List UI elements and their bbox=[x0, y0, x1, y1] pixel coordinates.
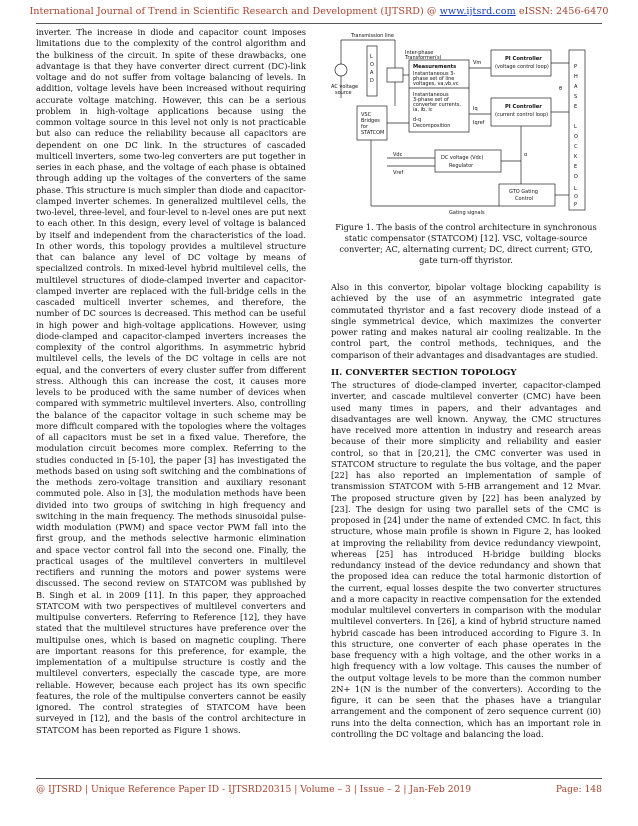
eissn: eISSN: 2456-6470 bbox=[518, 6, 609, 17]
fig-pi-current: PI Controller bbox=[505, 104, 542, 110]
fig-pll-d: D bbox=[574, 174, 578, 180]
fig-pll-p2: P bbox=[574, 202, 578, 208]
fig-pll-e: E bbox=[574, 104, 578, 110]
fig-meas-1a: Instantaneous 3- bbox=[413, 71, 456, 77]
journal-link[interactable]: www.ijtsrd.com bbox=[439, 6, 516, 17]
figure-1 bbox=[331, 28, 601, 216]
fig-label-load-a: A bbox=[370, 70, 374, 76]
fig-meas-2c: converter currents, bbox=[413, 102, 461, 108]
fig-vsc-a: VSC bbox=[361, 112, 372, 118]
fig-iqref: Iqref bbox=[473, 120, 485, 126]
fig-theta: θ bbox=[559, 86, 563, 92]
left-column bbox=[36, 27, 306, 736]
fig-dc-b: Regulator bbox=[449, 163, 474, 169]
fig-gating: Gating signals bbox=[449, 210, 485, 216]
fig-pll-h: H bbox=[574, 74, 578, 80]
footer-info: @ IJTSRD | Unique Reference Paper ID - IJTSRD20315 | Volume – 3 | Issue – 2 | Jan-Feb 2019 bbox=[36, 784, 472, 795]
fig-meas-1b: phase set of line bbox=[413, 76, 455, 82]
page-number: Page: 148 bbox=[555, 784, 602, 795]
running-header bbox=[0, 6, 638, 17]
left-paragraph: inverter. The increase in diode and capacitor count imposes limitations due to the complexity of the control algorithm and the bulkiness of the circuit. In spite of these drawbacks, one advantage is that they have converter direct current (DC)-link voltage and do not suffer from voltage balancing of levels. In addition, voltage levels have been increased without requiring accurate voltage matching. However, this can be a serious problem in high-voltage applications because using the common voltage source in this level not only is not practicable but also can reduce the reliability because all capacitors are dependent on one DC link. In the structures of cascaded multicell inverters, some two-leg converters are put together in series in each phase, and the voltage of each phase is obtained through adding up the voltages of the converters of the same phase. This structure is much simpler than diode and capacitor-clamped inverter schemes. In generalized multilevel cells, the two-level, three-level, and four-level to n-level ones are put next to each other. In this design, every level of voltage is balanced by itself and independent from the characteristics of the load. In other words, this topology provides a multilevel structure that can balance any level of DC voltage by means of specialized controls. In mixed-level hybrid multilevel cells, the multilevel structures of diode-clamped inverter and capacitor-clamped inverter are replaced with the full-bridge cells in the cascaded multicell inverter schemes, and therefore, the number of DC sources is decreased. This method can be useful in high power and high-voltage applications. However, using diode-clamped and capacitor-clamped inverters increases the complexity of the control algorithms. In asymmetric hybrid multilevel cells, the levels of the DC voltage in cells are not equal, and the converters of every cluster suffer from different stress. Although this can increase the cost, it causes more levels to be produced with the same number of devices when compared with symmetric multilevel inverters. Also, controlling the balance of the capacitor voltage in such scheme may be more difficult compared with the topologies where the voltages of all capacitors must be set in a fixed value. Therefore, the modulation circuit becomes more complex. Referring to the studies conducted in [5-10], the paper [3] has investigated the methods based on using soft switching and the combinations of the methods zero-voltage transition and auxiliary resonant commuted pole. Also in [3], the modulation methods have been divided into two groups of switching in high frequency and switching in the main frequency. The methods sinusoidal pulse-width modulation (PWM) and space vector PWM fall into the first group, and the methods selective harmonic elimination and space vector control fall into the second one. Finally, the practical usages of the multilevel converters in multilevel rectifiers and running the motors and power systems were discussed. The second review on STATCOM was published by B. Singh et al. in 2009 [11]. In this paper, they approached STATCOM with two perspectives of multilevel converters and multipulse converters. Referring to Reference [12], they have stated that the multilevel structures have preference over the multipulse ones, which is based on magnetic coupling. There are important reasons for this preference, for example, the implementation of a multipulse structure is costly and the multilevel converters, especially the cascade type, are more reliable. However, because each project has its own specific features, the role of the multipulse converters cannot be easily ignored. The control strategies of STATCOM have been surveyed in [12], and the basis of the control architecture in STATCOM has been reported as Figure 1 shows. bbox=[36, 27, 306, 735]
fig-meas-2a: Instantaneous bbox=[413, 92, 449, 98]
footer-rule bbox=[36, 778, 602, 779]
fig-vsc-c: for bbox=[361, 124, 368, 130]
fig-vsc-b: Bridges bbox=[361, 118, 380, 124]
header-rule bbox=[36, 23, 602, 24]
fig-pi-voltage-sub: (voltage control loop) bbox=[495, 64, 549, 70]
fig-pll-e2: E bbox=[574, 164, 578, 170]
fig-meas-1c: voltages, va,vb,vc bbox=[413, 81, 459, 87]
fig-pi-voltage: PI Controller bbox=[505, 56, 542, 62]
fig-label-load-d: D bbox=[370, 78, 374, 84]
right-intro: Also in this convertor, bipolar voltage blocking capability is achieved by the use of an asymmetric integrated gate commutated thyristor and a fast recovery diode instead of a single symmetrical device, which maximizes the converter power rating and makes natural air cooling realizable. In the control part, the control methods, techniques, and the comparison of their advantages and disadvantages are studied. bbox=[331, 282, 601, 360]
fig-pll-s: S bbox=[574, 94, 578, 100]
fig-meas-3b: Decomposition bbox=[413, 123, 451, 129]
fig-pll-l2: L bbox=[574, 186, 577, 192]
section-title: II. CONVERTER SECTION TOPOLOGY bbox=[331, 367, 517, 378]
fig-vm: Vm bbox=[473, 60, 482, 66]
fig-meas-3a: d-q bbox=[413, 117, 422, 123]
fig-label-ac-2: source bbox=[335, 90, 352, 96]
fig-vdc: Vdc bbox=[393, 152, 403, 158]
fig-pll-p: P bbox=[574, 64, 578, 70]
fig-vsc-d: STATCOM bbox=[361, 130, 385, 136]
fig-meas-2b: 3-phase set of bbox=[413, 97, 449, 103]
fig-label-transmission: Transmission line bbox=[351, 33, 394, 39]
fig-label-transformer: Inter-phase bbox=[405, 50, 434, 56]
fig-meas-2d: ia, ib, ic bbox=[413, 107, 433, 113]
fig-pll-o: O bbox=[574, 134, 578, 140]
fig-alpha: α bbox=[524, 152, 528, 158]
fig-vref: Vref bbox=[393, 170, 404, 176]
section-body: The structures of diode-clamped inverter, capacitor-clamped inverter, and cascade multilevel converter (CMC) have been used many times in papers, and their advantages and disadvantages are well known. Anyway, the CMC structures have received more attention in industry and research areas because of their more simplicity and reliability and easier control, so that in [20,21], the CMC converter was used in STATCOM structure to regulate the bus voltage, and the paper [22] has also reported an implementation of sample of transmission STATCOM with 5-HB arrangement and 12 Mvar. The proposed structure given by [22] has been analyzed by [23]. The design for using two parallel sets of the CMC is proposed in [24] under the name of extended CMC. In fact, this structure, whose main profile is shown in Figure 2, has looked at improving the reliability from device redundancy viewpoint, whereas [25] has introduced H-bridge building blocks redundancy instead of the device redundancy and shown that the proposed idea can reduce the total harmonic distortion of the current, equal losses despite the two converter structures and a more capacity in reactive compensation for the extended modular multilevel converters in comparison with the modular multilevel converters. In [26], a kind of hybrid structure named hybrid cascade has been introduced according to Figure 3. In this structure, one converter of each phase operates in the base frequency with a high voltage, and the other works in a high frequency with a low voltage. This causes the number of the output voltage levels to be more than the common number 2N+ 1(N is the number of the converters). According to the figure, it can be seen that the phases have a triangular arrangement and the component of zero sequence current (i0) runs into the delta connection, which has an important role in controlling the DC voltage and balancing the load. bbox=[331, 380, 601, 739]
fig-label-load-o: O bbox=[370, 62, 374, 68]
fig-pll-a: A bbox=[574, 84, 578, 90]
fig-pll-k: K bbox=[574, 154, 578, 160]
fig-gto-b: Control bbox=[515, 196, 534, 202]
fig-pll-l: L bbox=[574, 124, 577, 130]
fig-gto-a: GTO Gating bbox=[509, 189, 538, 195]
fig-pll-o2: O bbox=[574, 194, 578, 200]
fig-label-ac: AC voltage bbox=[331, 84, 359, 90]
fig-label-measurements: Measurements bbox=[413, 64, 457, 70]
fig-label-transformer-2: Transformer(s) bbox=[405, 55, 442, 61]
fig-dc-a: DC voltage (Vdc) bbox=[441, 155, 484, 161]
statcom-control-diagram bbox=[331, 28, 601, 216]
fig-pi-current-sub: (current control loop) bbox=[495, 112, 549, 118]
fig-label-load: L bbox=[370, 54, 373, 60]
fig-pll-c: C bbox=[574, 144, 578, 150]
right-column bbox=[331, 282, 601, 740]
fig-iq: Iq bbox=[473, 106, 478, 112]
journal-name: International Journal of Trend in Scientific Research and Development (IJTSRD) @ bbox=[29, 6, 437, 17]
figure-caption: Figure 1. The basis of the control architecture in synchronous static compensator (STATCOM) [12]. VSC, voltage-source converter; AC, alternating current; DC, direct current; GTO, gate turn-off thyristor. bbox=[335, 222, 597, 265]
